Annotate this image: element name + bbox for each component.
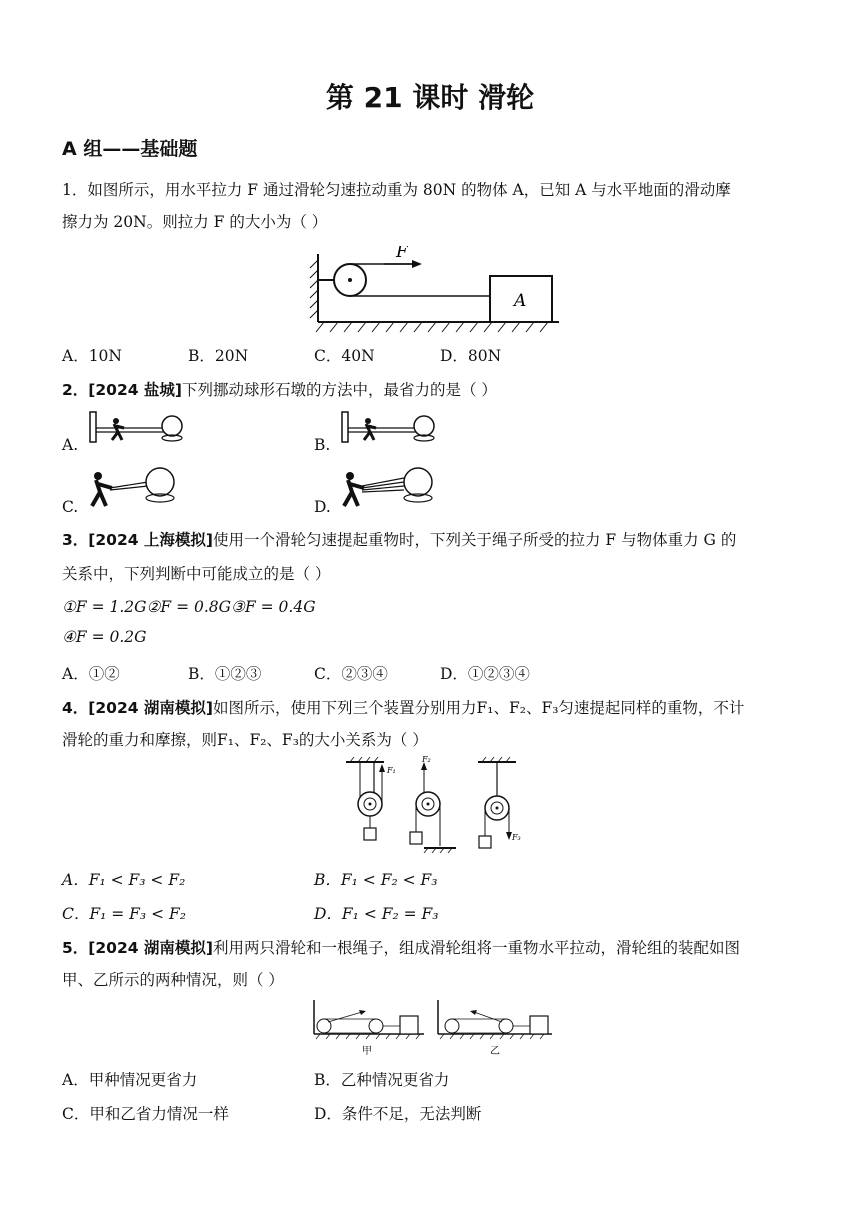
q4-force-label-1: F₁: [387, 766, 396, 775]
q2-option-d[interactable]: D.: [314, 498, 331, 516]
q3-option-c[interactable]: C．②③④: [314, 665, 388, 683]
q3-stem-line1: [62, 528, 736, 550]
q4-source-tag: 4．[2024 湖南模拟]: [62, 699, 213, 717]
q5-stem-text: 利用两只滑轮和一根绳子，组成滑轮组将一重物水平拉动，滑轮组的装配如图: [213, 939, 741, 957]
page-title: 第 21 课时 滑轮: [325, 81, 535, 114]
q5-stem-line2: 甲、乙所示的两种情况，则（ ）: [62, 971, 284, 989]
q5-source-tag: 5．[2024 湖南模拟]: [62, 939, 213, 957]
q2-option-a[interactable]: A.: [62, 436, 79, 454]
q2-figure-b: [338, 408, 438, 444]
q3-option-b[interactable]: B．①②③: [188, 665, 262, 683]
q2-stem: [62, 378, 497, 400]
section-heading: A 组——基础题: [62, 138, 198, 160]
q1-pulley-figure: [304, 246, 566, 336]
q1-option-d[interactable]: D．80N: [440, 347, 502, 365]
q1-stem-line2: 擦力为 20N。则拉力 F 的大小为（ ）: [62, 213, 328, 231]
q3-option-a[interactable]: A．①②: [62, 665, 120, 683]
q1-block-label: A: [514, 291, 527, 311]
q4-option-b[interactable]: B．F₁ < F₂ < F₃: [314, 871, 438, 889]
q1-force-label: F: [396, 246, 408, 262]
q2-option-c[interactable]: C.: [62, 498, 79, 516]
q5-option-c[interactable]: C．甲和乙省力情况一样: [62, 1105, 229, 1123]
q4-pulley-figure: [340, 756, 530, 856]
q2-option-b[interactable]: B.: [314, 436, 331, 454]
q4-stem-line1: [62, 696, 744, 718]
q1-option-b[interactable]: B．20N: [188, 347, 249, 365]
q2-figure-d: [338, 462, 448, 510]
q2-source-tag: 2．[2024 盐城]: [62, 381, 182, 399]
q5-option-b[interactable]: B．乙种情况更省力: [314, 1071, 450, 1089]
q4-option-d[interactable]: D．F₁ < F₂ = F₃: [314, 905, 439, 923]
q4-option-c[interactable]: C．F₁ = F₃ < F₂: [62, 905, 186, 923]
q1-option-a[interactable]: A．10N: [62, 347, 122, 365]
q4-force-label-2: F₂: [422, 756, 431, 764]
q4-stem-line2: 滑轮的重力和摩擦，则F₁、F₂、F₃的大小关系为（ ）: [62, 731, 428, 749]
q5-figure-label-yi: 乙: [490, 1046, 500, 1057]
q5-stem-line1: [62, 936, 740, 958]
q3-source-tag: 3．[2024 上海模拟]: [62, 531, 213, 549]
q5-figure-label-jia: 甲: [362, 1046, 372, 1057]
q3-option-d[interactable]: D．①②③④: [440, 665, 530, 683]
q2-stem-text: 下列挪动球形石墩的方法中，最省力的是（ ）: [182, 381, 497, 399]
q3-formula-line1: ①F = 1.2G②F = 0.8G③F = 0.4G: [62, 598, 316, 616]
q4-stem-text: 如图所示，使用下列三个装置分别用力F₁、F₂、F₃匀速提起同样的重物，不计: [213, 699, 745, 717]
q3-formula-line2: ④F = 0.2G: [62, 628, 147, 646]
q4-force-label-3: F₃: [512, 833, 521, 842]
q4-option-a[interactable]: A．F₁ < F₃ < F₂: [62, 871, 186, 889]
q1-stem-line1: 1．如图所示，用水平拉力 F 通过滑轮匀速拉动重为 80N 的物体 A，已知 A 与水平地面的滑动摩: [62, 181, 731, 199]
q2-figure-a: [86, 408, 186, 444]
q5-option-d[interactable]: D．条件不足，无法判断: [314, 1105, 482, 1123]
q2-figure-c: [86, 462, 186, 510]
q3-stem-line2: 关系中，下列判断中可能成立的是（ ）: [62, 565, 331, 583]
q3-stem-text: 使用一个滑轮匀速提起重物时，下列关于绳子所受的拉力 F 与物体重力 G 的: [213, 531, 737, 549]
q1-option-c[interactable]: C．40N: [314, 347, 375, 365]
q5-pulley-figure: [308, 996, 558, 1058]
q5-option-a[interactable]: A．甲种情况更省力: [62, 1071, 198, 1089]
